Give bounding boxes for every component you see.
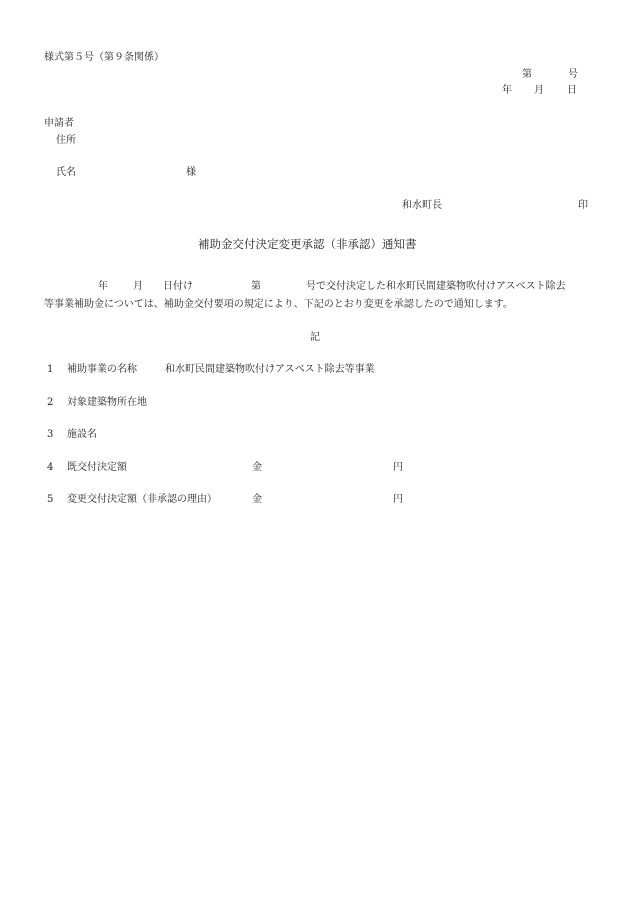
item-3-number: 3 xyxy=(47,429,54,440)
date-month-label: 月 xyxy=(534,85,544,96)
issuer-title: 和水町長 xyxy=(402,200,442,211)
doc-number-suffix: 号 xyxy=(568,69,578,80)
item-4-label: 既交付決定額 xyxy=(67,462,127,473)
item-1-value: 和水町民間建築物吹付けアスベスト除去等事業 xyxy=(165,364,375,375)
item-2-number: 2 xyxy=(47,397,54,408)
notice-body xyxy=(44,278,590,314)
item-1-number: 1 xyxy=(47,364,54,375)
body-month-label: 月 xyxy=(133,281,143,292)
applicant-heading: 申請者 xyxy=(44,118,74,129)
seal-mark: 印 xyxy=(578,200,588,211)
form-label: 様式第５号（第９条関係） xyxy=(44,52,164,63)
address-label: 住所 xyxy=(56,135,76,146)
name-label: 氏名 xyxy=(56,167,76,178)
body-line1-rest: 号で交付決定した和水町民間建築物吹付けアスベスト除去 xyxy=(306,281,566,292)
ki-heading: 記 xyxy=(310,332,320,343)
item-4-currency-unit: 円 xyxy=(393,462,403,473)
item-5-currency-prefix: 金 xyxy=(252,494,262,505)
item-5-number: 5 xyxy=(47,494,54,505)
item-1-label: 補助事業の名称 xyxy=(67,364,137,375)
date-day-label: 日 xyxy=(567,85,577,96)
document-title: 補助金交付決定変更承認（非承認）通知書 xyxy=(198,237,417,251)
item-2-label: 対象建築物所在地 xyxy=(67,397,147,408)
date-year-label: 年 xyxy=(502,85,512,96)
doc-number-prefix: 第 xyxy=(522,69,532,80)
body-dated-label: 日付け xyxy=(163,281,193,292)
body-line2: 等事業補助金については、補助金交付要項の規定により、下記のとおり変更を承認したので通知します。 xyxy=(44,299,513,310)
item-4-currency-prefix: 金 xyxy=(252,462,262,473)
body-number-prefix: 第 xyxy=(251,281,261,292)
item-4-number: 4 xyxy=(47,462,54,473)
item-5-currency-unit: 円 xyxy=(393,494,403,505)
honorific: 様 xyxy=(186,167,196,178)
body-year-label: 年 xyxy=(98,281,108,292)
item-3-label: 施設名 xyxy=(67,429,97,440)
item-5-label: 変更交付決定額（非承認の理由） xyxy=(67,494,217,505)
